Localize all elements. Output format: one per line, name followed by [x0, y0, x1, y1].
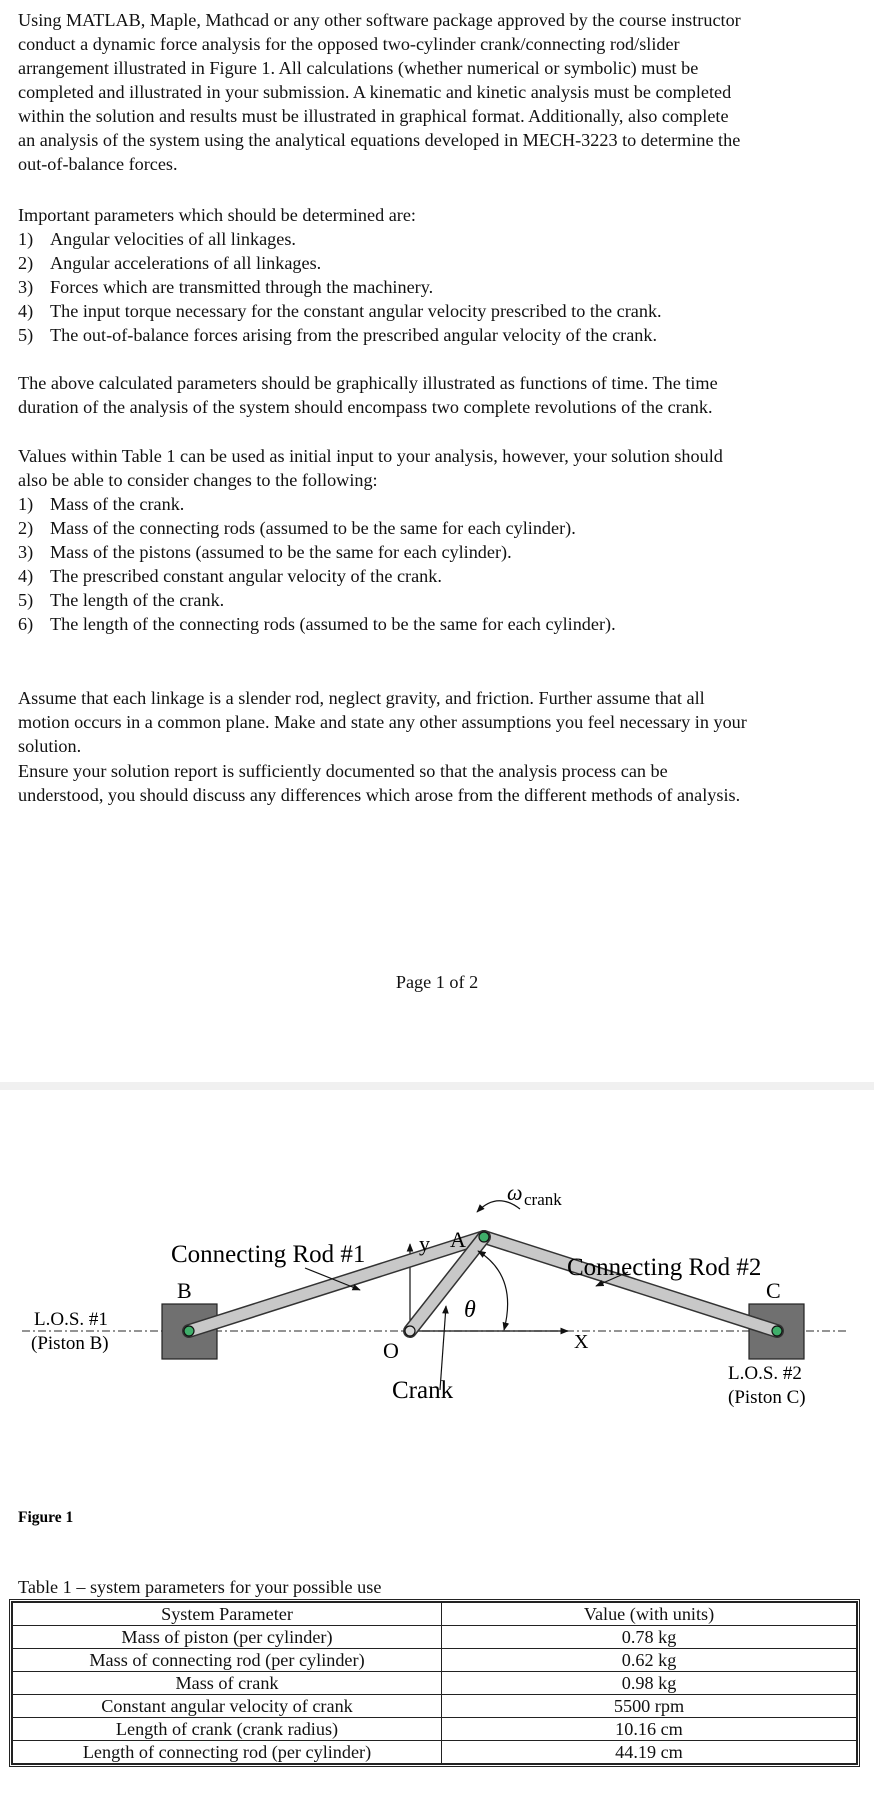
page-separator [0, 1082, 874, 1090]
theta-label: θ [464, 1297, 476, 1323]
page-2 [0, 1090, 874, 1809]
rod2-label: Connecting Rod #2 [567, 1254, 762, 1281]
value-cell: 44.19 cm [442, 1741, 857, 1764]
graph-line: duration of the analysis of the system should encompass two complete revolutions of the crank. [18, 397, 713, 417]
pin-c [772, 1326, 782, 1336]
assume-line: Assume that each linkage is a slender rod, neglect gravity, and friction. Further assume that all [18, 688, 705, 708]
ensure-paragraph [18, 759, 848, 807]
point-a-label: A [450, 1227, 466, 1252]
crank-label: Crank [392, 1377, 454, 1404]
list-item: 3) Forces which are transmitted through the machinery. [18, 277, 434, 297]
list-item: 2) Mass of the connecting rods (assumed to be the same for each cylinder). [18, 518, 576, 538]
rod1-label: Connecting Rod #1 [171, 1241, 366, 1268]
table-row [13, 1649, 857, 1672]
y-axis-label: y [419, 1231, 430, 1256]
list-item: 3) Mass of the pistons (assumed to be the same for each cylinder). [18, 542, 512, 562]
assume-line: motion occurs in a common plane. Make and state any other assumptions you feel necessary in your [18, 712, 747, 732]
value-cell: 10.16 cm [442, 1718, 857, 1741]
important-section [18, 203, 848, 347]
list-item: 5) The length of the crank. [18, 590, 225, 610]
list-item: 6) The length of the connecting rods (assumed to be the same for each cylinder). [18, 614, 616, 634]
theta-arc [478, 1251, 508, 1330]
pin-o [405, 1326, 415, 1336]
point-o-label: O [383, 1338, 399, 1363]
intro-line: arrangement illustrated in Figure 1. All calculations (whether numerical or symbolic) must be [18, 58, 699, 78]
important-heading: Important parameters which should be determined are: [18, 205, 416, 225]
intro-line: completed and illustrated in your submission. A kinematic and kinetic analysis must be completed [18, 82, 732, 102]
column-header: Value (with units) [442, 1603, 857, 1626]
assume-paragraph [18, 686, 848, 758]
table-header-row [13, 1603, 857, 1626]
intro-line: out-of-balance forces. [18, 154, 178, 174]
point-c-label: C [766, 1278, 781, 1303]
table-row [13, 1718, 857, 1741]
parameter-cell: Mass of crank [13, 1672, 442, 1695]
list-item: 4) The input torque necessary for the constant angular velocity prescribed to the crank. [18, 301, 662, 321]
list-item: 1) Angular velocities of all linkages. [18, 229, 296, 249]
table-caption: Table 1 – system parameters for your possible use [18, 1577, 382, 1597]
parameters-table [9, 1599, 860, 1767]
list-item: 4) The prescribed constant angular velocity of the crank. [18, 566, 442, 586]
parameter-cell: Constant angular velocity of crank [13, 1695, 442, 1718]
value-cell: 0.62 kg [442, 1649, 857, 1672]
intro-line: Using MATLAB, Maple, Mathcad or any other software package approved by the course instructor [18, 10, 741, 30]
table-row [13, 1695, 857, 1718]
parameter-cell: Length of connecting rod (per cylinder) [13, 1741, 442, 1764]
list-item: 1) Mass of the crank. [18, 494, 185, 514]
los1-sublabel: (Piston B) [31, 1333, 109, 1354]
assume-line: solution. [18, 736, 82, 756]
graph-line: The above calculated parameters should be graphically illustrated as functions of time. The time [18, 373, 718, 393]
ensure-line: understood, you should discuss any differences which arose from the different methods of analysis. [18, 785, 741, 805]
omega-label: ω [507, 1180, 523, 1205]
value-cell: 5500 rpm [442, 1695, 857, 1718]
los1-label: L.O.S. #1 [34, 1309, 108, 1330]
values-line: also be able to consider changes to the following: [18, 470, 378, 490]
intro-line: conduct a dynamic force analysis for the opposed two-cylinder crank/connecting rod/slider [18, 34, 680, 54]
figure-caption: Figure 1 [18, 1509, 74, 1526]
intro-line: an analysis of the system using the analytical equations developed in MECH-3223 to determine the [18, 130, 741, 150]
pin-b [184, 1326, 194, 1336]
important-list [18, 227, 848, 347]
parameter-cell: Mass of connecting rod (per cylinder) [13, 1649, 442, 1672]
los2-sublabel: (Piston C) [728, 1387, 806, 1408]
parameter-cell: Length of crank (crank radius) [13, 1718, 442, 1741]
table-row [13, 1626, 857, 1649]
intro-line: within the solution and results must be illustrated in graphical format. Additionally, also complete [18, 106, 729, 126]
pin-a [479, 1232, 489, 1242]
list-item: 2) Angular accelerations of all linkages. [18, 253, 322, 273]
values-section [18, 444, 848, 636]
omega-subscript: crank [524, 1190, 562, 1209]
page-number: Page 1 of 2 [395, 972, 479, 992]
column-header: System Parameter [13, 1603, 442, 1626]
list-item: 5) The out-of-balance forces arising from the prescribed angular velocity of the crank. [18, 325, 657, 345]
value-cell: 0.98 kg [442, 1672, 857, 1695]
table-row [13, 1672, 857, 1695]
values-list [18, 492, 848, 636]
graph-paragraph [18, 371, 848, 419]
x-axis-label: X [574, 1331, 589, 1353]
value-cell: 0.78 kg [442, 1626, 857, 1649]
table-row [13, 1741, 857, 1764]
ensure-line: Ensure your solution report is sufficiently documented so that the analysis process can be [18, 761, 668, 781]
values-line: Values within Table 1 can be used as initial input to your analysis, however, your solution should [18, 446, 723, 466]
los2-label: L.O.S. #2 [728, 1363, 802, 1384]
parameter-cell: Mass of piston (per cylinder) [13, 1626, 442, 1649]
intro-paragraph [18, 8, 848, 176]
mechanism-figure [0, 1090, 874, 1560]
point-b-label: B [177, 1278, 192, 1303]
